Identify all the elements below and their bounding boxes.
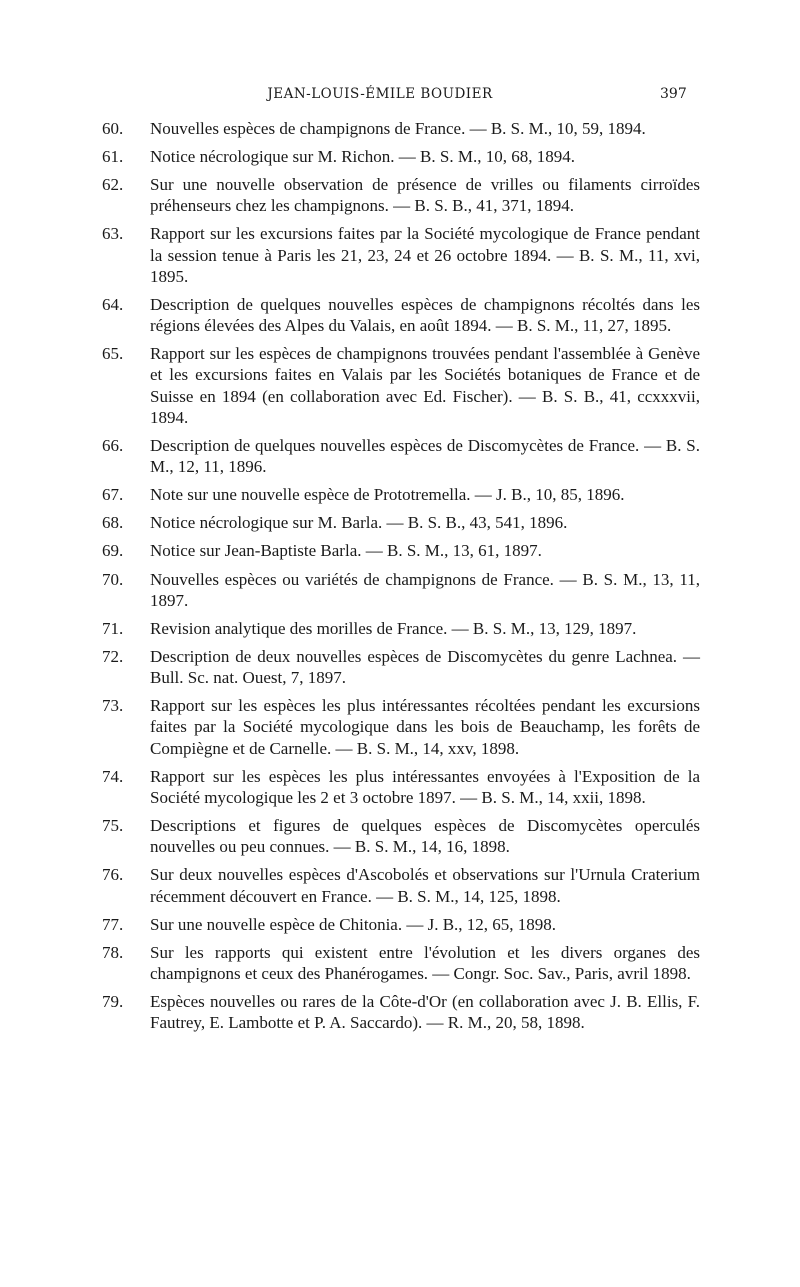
entry-number: 78. <box>102 942 124 962</box>
bibliography-entry <box>100 991 700 1033</box>
bibliography-entry <box>100 618 700 639</box>
bibliography-entry <box>100 569 700 611</box>
entry-number: 74. <box>102 766 124 786</box>
entry-number: 76. <box>102 865 124 885</box>
bibliography-entry <box>100 864 700 906</box>
entry-number: 71. <box>102 618 124 638</box>
bibliography-entry <box>100 343 700 428</box>
bibliography-entry <box>100 914 700 935</box>
bibliography-entry <box>100 766 700 808</box>
entry-text: Description de quelques nouvelles espèces de champignons récoltés dans les régions élevées des Alpes du Valais, en août 1894. — B. S. M., 11, 27, 1895. <box>150 294 700 336</box>
entry-text: Descriptions et figures de quelques espèces de Discomycètes operculés nouvelles ou peu connues. — B. S. M., 14, 16, 1898. <box>150 816 700 857</box>
entry-number: 61. <box>102 147 124 167</box>
entry-text: Rapport sur les excursions faites par la Société mycologique de France pendant la session tenue à Paris les 21, 23, 24 et 26 octobre 1894. — B. S. M., 11, xvi, 1895. <box>150 224 700 286</box>
bibliography-entry <box>100 146 700 167</box>
entry-number: 66. <box>102 435 124 455</box>
bibliography-entry <box>100 540 700 561</box>
entry-number: 75. <box>102 816 124 836</box>
page-number: 397 <box>660 86 687 102</box>
entry-number: 68. <box>102 513 124 533</box>
entry-number: 62. <box>102 175 124 195</box>
entry-text: Description de quelques nouvelles espèces de Discomycètes de France. — B. S. M., 12, 11, 1896. <box>150 435 700 477</box>
entry-text: Sur les rapports qui existent entre l'évolution et les divers organes des champignons et ceux des Phanérogames. — Congr. Soc. Sav., Paris, avril 1898. <box>150 942 700 983</box>
entry-number: 67. <box>102 485 124 505</box>
bibliography-entry <box>100 223 700 287</box>
entry-number: 70. <box>102 569 124 589</box>
bibliography-entry <box>100 174 700 216</box>
entry-text: Espèces nouvelles ou rares de la Côte-d'Or (en collaboration avec J. B. Ellis, F. Fautrey, E. Lambotte et P. A. Saccardo). — R. M., 20, 58, 1898. <box>150 992 700 1033</box>
entry-text: Notice nécrologique sur M. Richon. — B. S. M., 10, 68, 1894. <box>150 147 575 167</box>
entry-number: 65. <box>102 344 124 364</box>
bibliography-entry <box>100 815 700 857</box>
bibliography-entry <box>100 435 700 477</box>
entry-number: 63. <box>102 224 124 244</box>
entry-number: 73. <box>102 696 124 716</box>
bibliography-list <box>100 118 700 1040</box>
entry-text: Sur une nouvelle observation de présence de vrilles ou filaments cirroïdes préhenseurs chez les champignons. — B. S. B., 41, 371, 1894. <box>150 175 700 216</box>
bibliography-entry <box>100 294 700 336</box>
entry-text: Notice sur Jean-Baptiste Barla. — B. S. M., 13, 61, 1897. <box>150 541 542 561</box>
entry-number: 77. <box>102 914 124 934</box>
bibliography-entry <box>100 695 700 759</box>
entry-number: 79. <box>102 992 124 1012</box>
running-head <box>0 86 800 108</box>
entry-number: 64. <box>102 294 124 314</box>
bibliography-entry <box>100 512 700 533</box>
running-title: JEAN-LOUIS-ÉMILE BOUDIER <box>267 86 493 102</box>
bibliography-entry <box>100 646 700 688</box>
entry-text: Description de deux nouvelles espèces de Discomycètes du genre Lachnea. — Bull. Sc. nat. Ouest, 7, 1897. <box>150 646 700 688</box>
entry-text: Notice nécrologique sur M. Barla. — B. S. B., 43, 541, 1896. <box>150 513 568 533</box>
entry-text: Rapport sur les espèces les plus intéressantes récoltées pendant les excursions faites par la Société mycologique dans les bois de Beauchamp, les forêts de Compiègne et de Carnelle. — B. S. M., 14, xxv, 1898. <box>150 696 700 758</box>
entry-text: Sur une nouvelle espèce de Chitonia. — J. B., 12, 65, 1898. <box>150 914 557 934</box>
entry-text: Rapport sur les espèces les plus intéressantes envoyées à l'Exposition de la Société mycologique les 2 et 3 octobre 1897. — B. S. M., 14, xxii, 1898. <box>150 766 700 807</box>
entry-text: Sur deux nouvelles espèces d'Ascobolés et observations sur l'Urnula Craterium récemment découvert en France. — B. S. M., 14, 125, 1898. <box>150 865 700 906</box>
entry-text: Rapport sur les espèces de champignons trouvées pendant l'assemblée à Genève et les excursions faites en Valais par les Sociétés botaniques de France et de Suisse en 1894 (en collaboration avec Ed. Fischer). — B. S. B., 41, ccxxxvii, 1894. <box>150 344 700 427</box>
bibliography-entry <box>100 118 700 139</box>
entry-text: Nouvelles espèces de champignons de France. — B. S. M., 10, 59, 1894. <box>150 119 646 138</box>
entry-text: Note sur une nouvelle espèce de Prototremella. — J. B., 10, 85, 1896. <box>150 485 625 505</box>
entry-number: 69. <box>102 541 124 561</box>
bibliography-entry <box>100 942 700 984</box>
entry-text: Nouvelles espèces ou variétés de champignons de France. — B. S. M., 13, 11, 1897. <box>150 569 700 610</box>
entry-number: 72. <box>102 646 124 666</box>
bibliography-entry <box>100 484 700 505</box>
entry-number: 60. <box>102 119 124 138</box>
entry-text: Revision analytique des morilles de France. — B. S. M., 13, 129, 1897. <box>150 618 637 638</box>
